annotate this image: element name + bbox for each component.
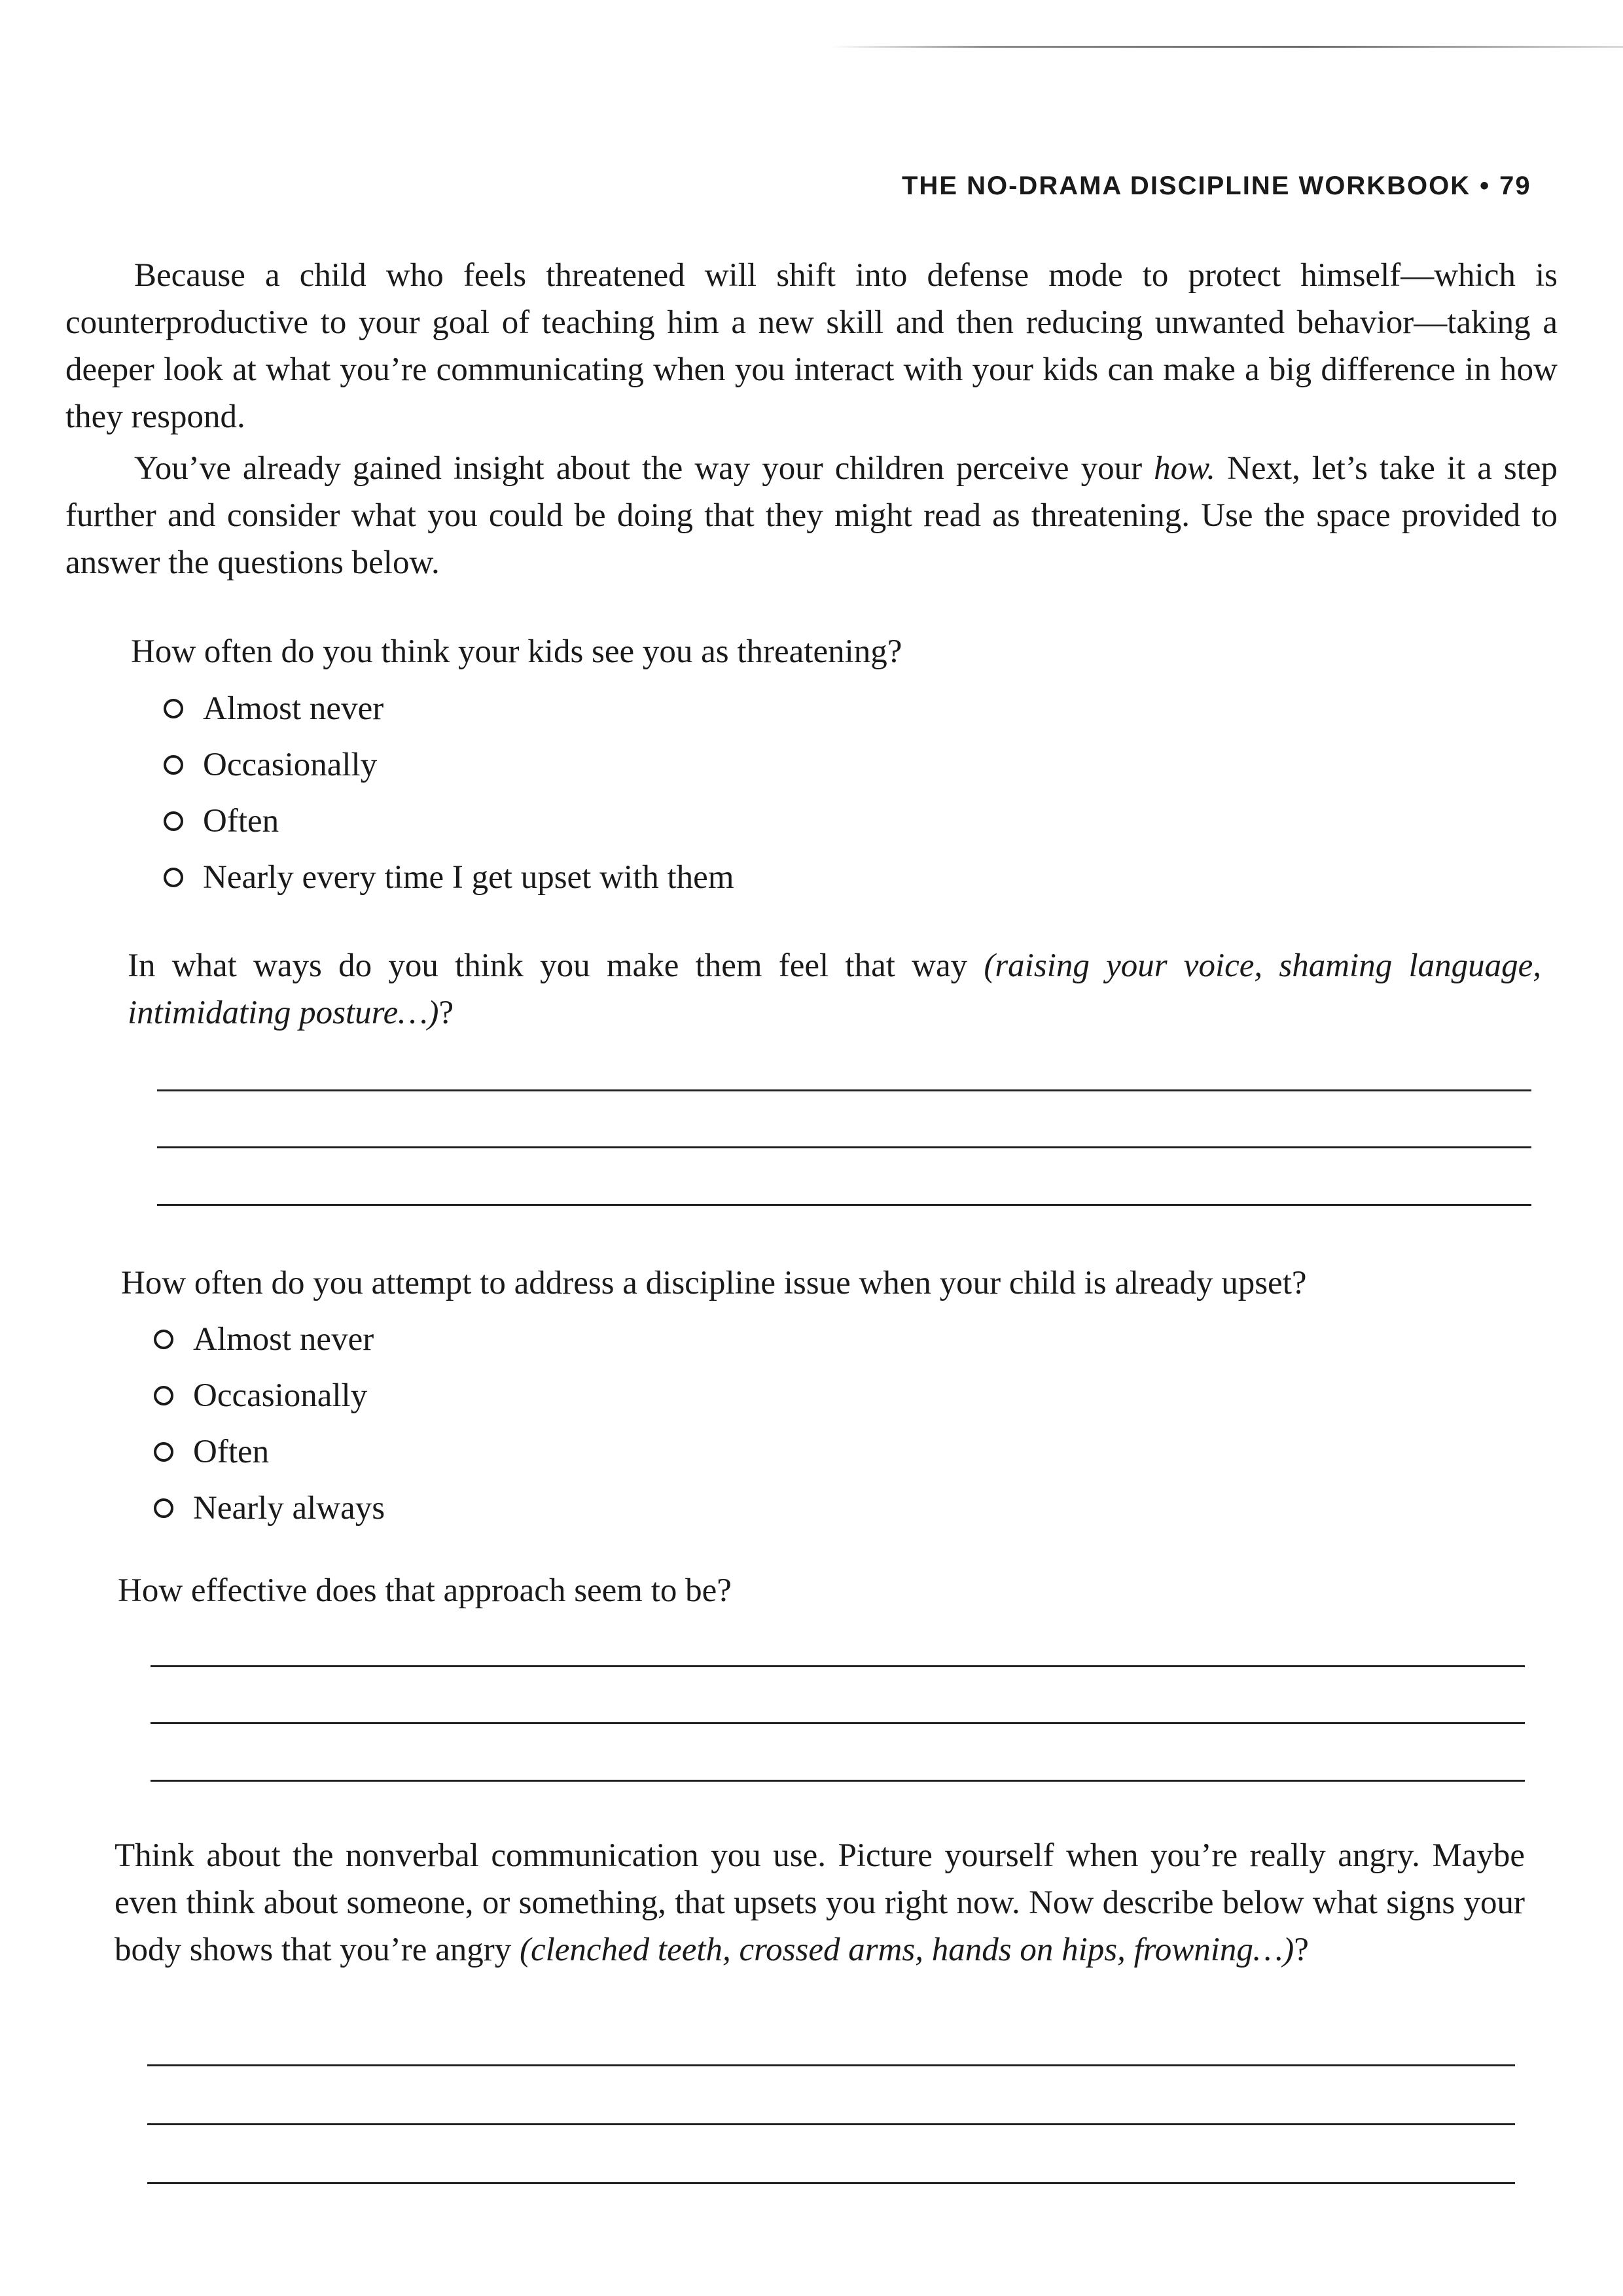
- option-label: Occasionally: [203, 747, 378, 783]
- answer-line[interactable]: [147, 2064, 1515, 2066]
- question-2-text: In what ways do you think you make them feel that way: [128, 947, 984, 984]
- scan-edge-line: [831, 46, 1623, 48]
- radio-circle-icon[interactable]: [154, 1498, 173, 1518]
- paragraph-2-emphasis: how.: [1154, 450, 1216, 487]
- header-separator: •: [1480, 171, 1491, 200]
- option-almost-never[interactable]: [164, 680, 734, 737]
- question-5-hint: (clenched teeth, crossed arms, hands on hips, frowning…): [519, 1932, 1294, 1968]
- answer-line[interactable]: [157, 1089, 1531, 1091]
- answer-line[interactable]: [147, 2182, 1515, 2184]
- option-label: Often: [193, 1434, 270, 1470]
- page-number: 79: [1499, 171, 1531, 200]
- answer-line[interactable]: [147, 2123, 1515, 2125]
- paragraph-1-text: Because a child who feels threatened will shift into defense mode to protect himself—which is counterproductive to your goal of teaching him a new skill and then reducing unwanted behavior—taking a deeper look at what you’re communicating when you interact with your kids can make a big difference in how they respond.: [65, 257, 1558, 435]
- question-1-text: How often do you think your kids see you as threatening?: [131, 633, 902, 670]
- paragraph-2-text-b: Next, let’s take it a step further and consider what you could be doing that they might read as threatening. Use the space provided to answer the questions below.: [65, 450, 1558, 581]
- question-4-text: How effective does that approach seem to be?: [118, 1572, 732, 1609]
- option-label: Almost never: [193, 1321, 374, 1358]
- question-1-options: [164, 680, 734, 906]
- question-5-end: ?: [1294, 1932, 1309, 1968]
- question-1: [131, 628, 1505, 675]
- option-label: Almost never: [203, 690, 384, 727]
- question-2-hint: (raising your voice, shaming language, intimidating posture…): [128, 947, 1542, 1031]
- answer-line[interactable]: [151, 1665, 1525, 1667]
- radio-circle-icon[interactable]: [164, 811, 183, 831]
- intro-paragraph-2: [65, 445, 1558, 586]
- option-almost-never[interactable]: [154, 1311, 385, 1368]
- answer-line[interactable]: [151, 1780, 1525, 1782]
- answer-line[interactable]: [157, 1146, 1531, 1148]
- option-often[interactable]: [164, 793, 734, 849]
- intro-paragraph-1: [65, 252, 1558, 440]
- radio-circle-icon[interactable]: [154, 1386, 173, 1405]
- question-3-text: How often do you attempt to address a discipline issue when your child is already upset?: [121, 1265, 1307, 1301]
- radio-circle-icon[interactable]: [164, 699, 183, 718]
- question-3: [121, 1260, 1561, 1307]
- question-2: [128, 942, 1541, 1036]
- radio-circle-icon[interactable]: [154, 1442, 173, 1462]
- radio-circle-icon[interactable]: [154, 1330, 173, 1349]
- radio-circle-icon[interactable]: [164, 868, 183, 887]
- question-5: [115, 1832, 1525, 1973]
- radio-circle-icon[interactable]: [164, 755, 183, 775]
- option-label: Often: [203, 803, 279, 839]
- answer-line[interactable]: [151, 1722, 1525, 1724]
- question-2-end: ?: [438, 995, 454, 1031]
- paragraph-2-text-a: You’ve already gained insight about the way your children perceive your: [134, 450, 1154, 487]
- option-occasionally[interactable]: [154, 1368, 385, 1424]
- answer-line[interactable]: [157, 1204, 1531, 1206]
- question-4: [118, 1567, 1558, 1614]
- option-often[interactable]: [154, 1424, 385, 1480]
- option-nearly-always[interactable]: [154, 1480, 385, 1536]
- option-nearly-every-time[interactable]: [164, 849, 734, 906]
- option-label: Nearly always: [193, 1490, 385, 1527]
- book-title: THE NO-DRAMA DISCIPLINE WORKBOOK: [902, 171, 1471, 200]
- question-3-options: [154, 1311, 385, 1536]
- question-5-text: Think about the nonverbal communication you use. Picture yourself when you’re really angry. Maybe even think about someone, or something, that upsets you right now. Now describe below what signs your body shows that you’re angry: [115, 1837, 1525, 1968]
- option-occasionally[interactable]: [164, 737, 734, 793]
- running-header: [902, 171, 1556, 201]
- option-label: Nearly every time I get upset with them: [203, 859, 734, 896]
- option-label: Occasionally: [193, 1377, 368, 1414]
